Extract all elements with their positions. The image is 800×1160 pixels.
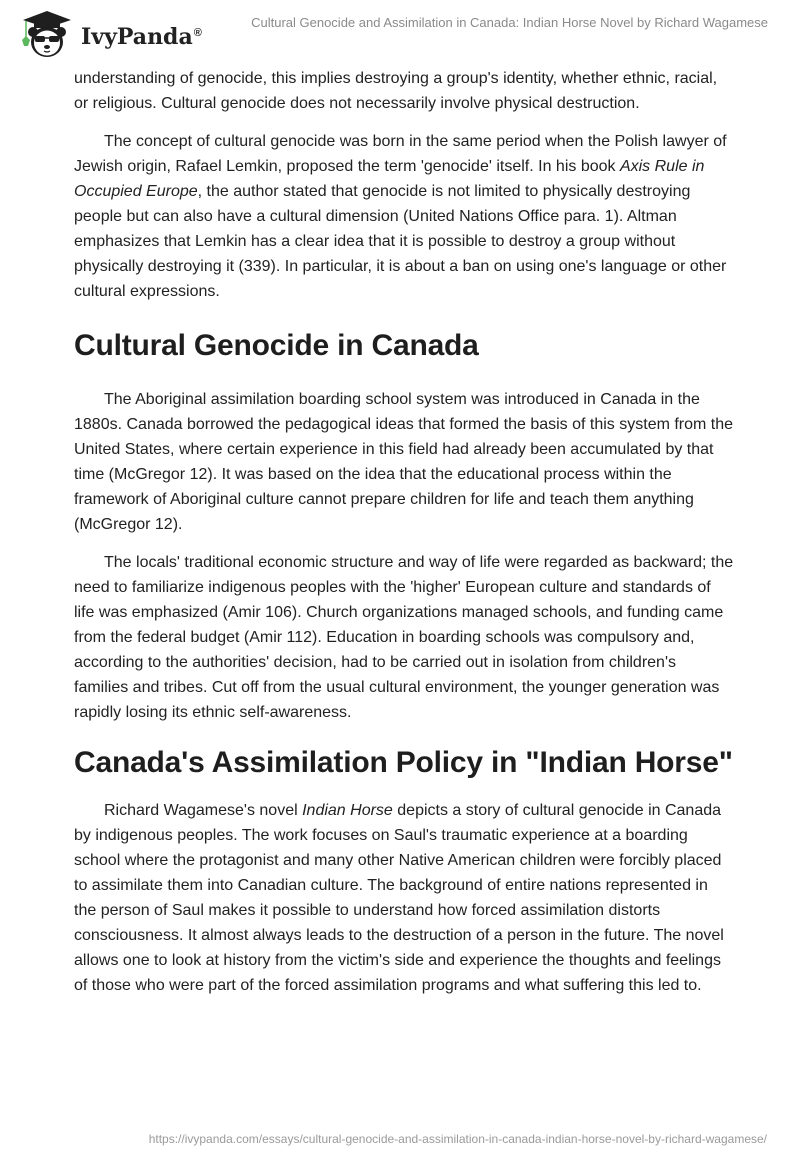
ivypanda-logo[interactable] <box>17 8 202 60</box>
brand-name: IvyPanda® <box>81 24 202 50</box>
section-heading-cultural-genocide-in-canada: Cultural Genocide in Canada <box>74 329 479 362</box>
indian-horse-paragraph <box>74 798 734 998</box>
intro-paragraph: understanding of genocide, this implies destroying a group's identity, whether ethnic, racial, or religious. Cultural genocide does not necessarily involve physical destruction. <box>74 70 718 112</box>
paragraph-text: , the author stated that genocide is not limited to physically destroying people but can also have a cultural dimension (United Nations Office para. 1). Altman emphasizes that Lemkin has a clear idea that it is possible to destroy a group without physically destroying it (339). In particular, it is about a ban on using one's language or other cultural expressions. <box>74 183 727 300</box>
paragraph-text: Richard Wagamese's novel <box>104 802 303 819</box>
book-title-indian-horse: Indian Horse <box>302 802 393 819</box>
panda-graduate-icon <box>17 8 75 60</box>
paragraph-text: The concept of cultural genocide was born in the same period when the Polish lawyer of Jewish origin, Rafael Lemkin, proposed the term 'genocide' itself. In his book <box>74 133 727 175</box>
source-url-link[interactable]: https://ivypanda.com/essays/cultural-genocide-and-assimilation-in-canada-indian-horse-novel-by-richard-wagamese/ <box>148 1132 767 1146</box>
section-heading-assimilation-policy-indian-horse: Canada's Assimilation Policy in "Indian Horse" <box>74 746 733 779</box>
document-title: Cultural Genocide and Assimilation in Canada: Indian Horse Novel by Richard Wagamese <box>251 15 768 30</box>
lemkin-paragraph <box>74 129 734 304</box>
book-title-axis-rule: Axis Rule in Occupied Europe <box>74 158 705 200</box>
locals-paragraph: The locals' traditional economic structure and way of life were regarded as backward; the need to familiarize indigenous peoples with the 'higher' European culture and standards of life was emphasized (Amir 106). Church organizations managed schools, and funding came from the federal budget (Amir 112). Education in boarding schools was compulsory and, according to the authorities' decision, had to be carried out in isolation from children's families and tribes. Cut off from the usual cultural environment, the younger generation was rapidly losing its ethnic self-awareness. <box>74 554 734 721</box>
boarding-school-paragraph: The Aboriginal assimilation boarding school system was introduced in Canada in the 1880s. Canada borrowed the pedagogical ideas that formed the basis of this system from the United States, where certain experience in this field had already been accumulated by that time (McGregor 12). It was based on the idea that the educational process within the framework of Aboriginal culture cannot prepare children for life and teach them anything (McGregor 12). <box>74 391 734 533</box>
registered-mark: ® <box>193 26 202 39</box>
page-header <box>0 0 800 70</box>
essay-body <box>74 66 734 1011</box>
paragraph-text: depicts a story of cultural genocide in Canada by indigenous peoples. The work focuses on Saul's traumatic experience at a boarding school where the protagonist and many other Native American children were forcibly placed to assimilate them into Canadian culture. The background of entire nations represented in the person of Saul makes it possible to understand how forced assimilation distorts consciousness. It almost always leads to the destruction of a person in the future. The novel allows one to look at history from the victim's side and experience the thoughts and feelings of those who were part of the forced assimilation programs and what suffering this led to. <box>74 802 724 994</box>
